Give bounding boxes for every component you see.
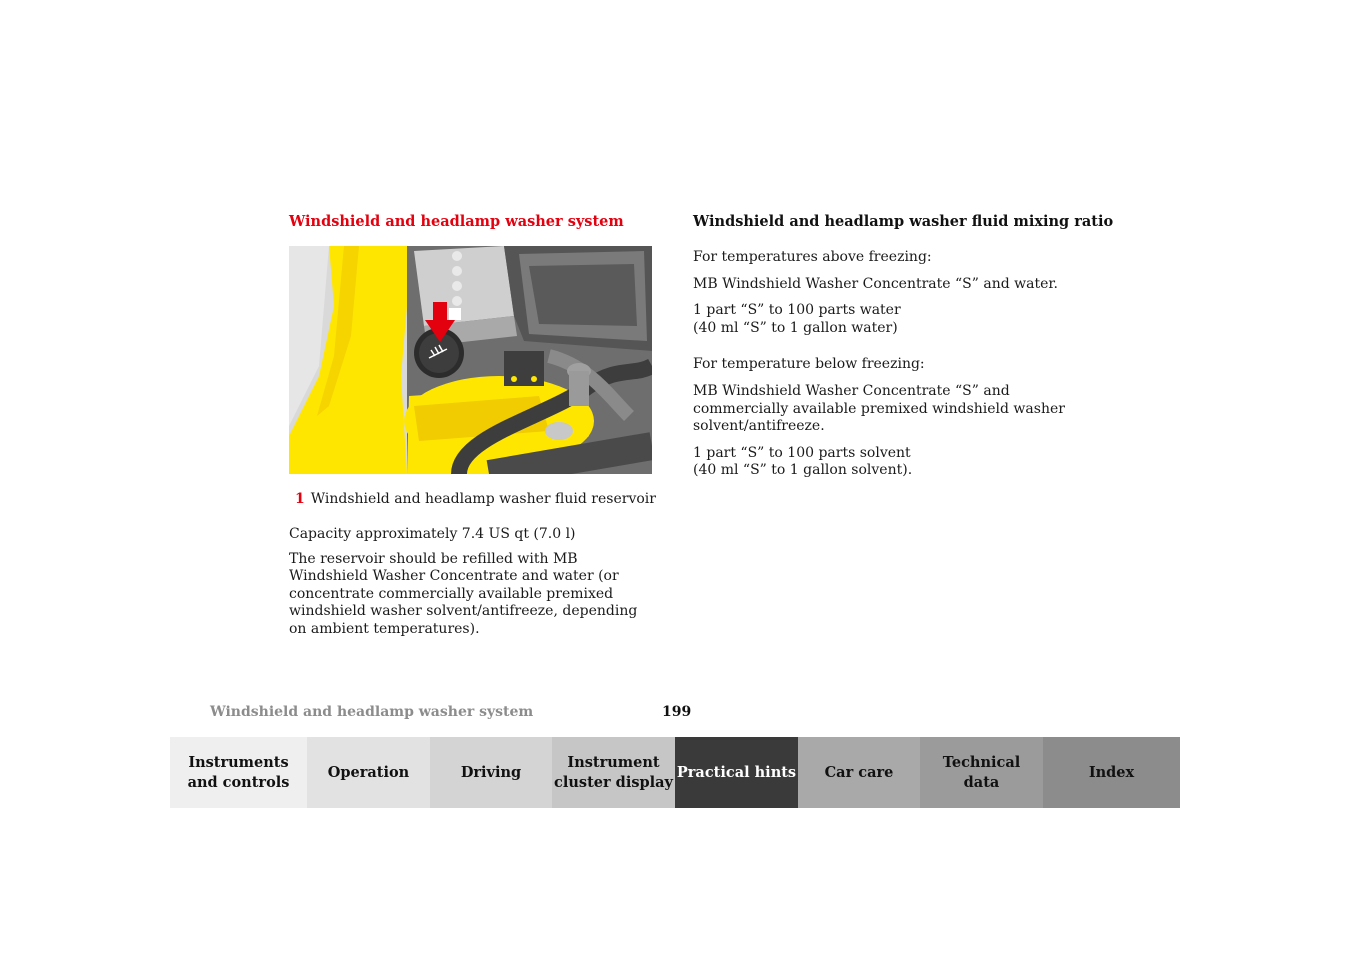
capacity-text: Capacity approximately 7.4 US qt (7.0 l) xyxy=(289,526,576,542)
tab-operation[interactable]: Operation xyxy=(307,737,430,808)
caption-number: 1 xyxy=(295,491,305,507)
above-freezing-label: For temperatures above freezing: xyxy=(693,249,932,265)
tab-car-care[interactable]: Car care xyxy=(798,737,920,808)
below-freezing-ratio-1: 1 part “S” to 100 parts solvent xyxy=(693,444,911,461)
engine-compartment-illustration xyxy=(289,246,652,474)
above-freezing-mix: MB Windshield Washer Concentrate “S” and water. xyxy=(693,275,1058,292)
left-column xyxy=(289,213,654,639)
above-freezing-ratio-2: (40 ml “S” to 1 gallon water) xyxy=(693,319,898,336)
section-heading: Windshield and headlamp washer system xyxy=(289,213,624,230)
tab-instrument-cluster-display[interactable]: Instrument cluster display xyxy=(552,737,675,808)
below-freezing-ratio-2: (40 ml “S” to 1 gallon solvent). xyxy=(693,462,913,479)
page-number: 199 xyxy=(662,704,692,720)
below-freezing-mix: MB Windshield Washer Concentrate “S” and commercially available premixed windshield washer solvent/antifreeze. xyxy=(693,382,1065,435)
footer-section-title: Windshield and headlamp washer system xyxy=(210,704,534,720)
mixing-ratio-heading: Windshield and headlamp washer fluid mixing ratio xyxy=(693,213,1114,230)
tab-driving[interactable]: Driving xyxy=(430,737,552,808)
tab-technical-data[interactable]: Technical data xyxy=(920,737,1043,808)
right-column xyxy=(693,213,1114,480)
tab-instruments-and-controls[interactable]: Instruments and controls xyxy=(170,737,307,808)
below-freezing-label: For temperature below freezing: xyxy=(693,356,925,373)
caption-text: Windshield and headlamp washer fluid reservoir xyxy=(310,491,656,507)
figure-caption xyxy=(289,490,654,508)
tab-index[interactable]: Index xyxy=(1043,737,1180,808)
chapter-nav xyxy=(170,737,1180,808)
refill-text: The reservoir should be refilled with MB Windshield Washer Concentrate and water (or concentrate commercially available premixed windshield washer solvent/antifreeze, depending on ambient temperatures). xyxy=(289,550,638,637)
above-freezing-ratio-1: 1 part “S” to 100 parts water xyxy=(693,302,901,319)
tab-practical-hints[interactable]: Practical hints xyxy=(675,737,798,808)
